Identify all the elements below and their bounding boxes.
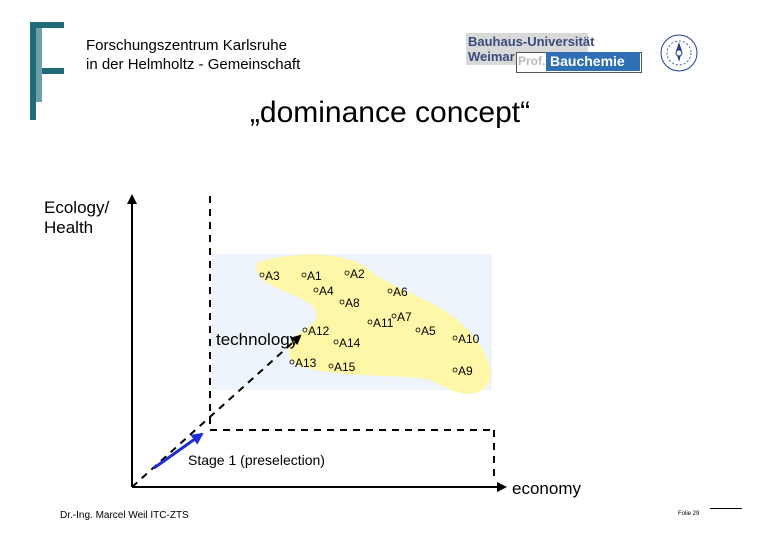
point-label-a1: A1 — [307, 269, 322, 283]
point-label-a15: A15 — [334, 360, 356, 374]
logo-bauhaus-text: Bauhaus-Universität — [468, 34, 595, 49]
footer-author: Dr.-Ing. Marcel Weil ITC-ZTS — [60, 510, 189, 521]
logo-bauchemie-text: Bauchemie — [550, 53, 625, 69]
point-label-a5: A5 — [421, 324, 436, 338]
point-label-a2: A2 — [350, 267, 365, 281]
preselection-label: Stage 1 (preselection) — [188, 452, 325, 468]
y-axis-label-line2: Health — [44, 218, 94, 237]
point-label-a4: A4 — [319, 284, 334, 298]
x-axis-label: economy — [512, 479, 581, 498]
org-name-line1: Forschungszentrum Karlsruhe — [86, 37, 287, 54]
point-label-a12: A12 — [308, 324, 330, 338]
point-label-a9: A9 — [458, 364, 473, 378]
point-label-a6: A6 — [393, 285, 408, 299]
org-name-line2: in der Helmholtz - Gemeinschaft — [86, 56, 301, 73]
point-label-a14: A14 — [339, 336, 361, 350]
point-label-a3: A3 — [265, 269, 280, 283]
y-axis-label-line1: Ecology/ — [44, 198, 110, 217]
footer-page: Folie 29 — [678, 511, 700, 517]
logo-weimar-text: Weimar — [468, 49, 515, 64]
point-label-a10: A10 — [458, 332, 480, 346]
logo-prof-text: Prof. — [518, 54, 546, 68]
point-label-a7: A7 — [397, 310, 412, 324]
z-axis-label: technology — [216, 330, 299, 349]
footer-rule — [710, 508, 742, 509]
point-label-a13: A13 — [295, 356, 317, 370]
point-label-a8: A8 — [345, 296, 360, 310]
slide-title: „dominance concept“ — [249, 96, 531, 129]
point-label-a11: A11 — [373, 316, 394, 330]
